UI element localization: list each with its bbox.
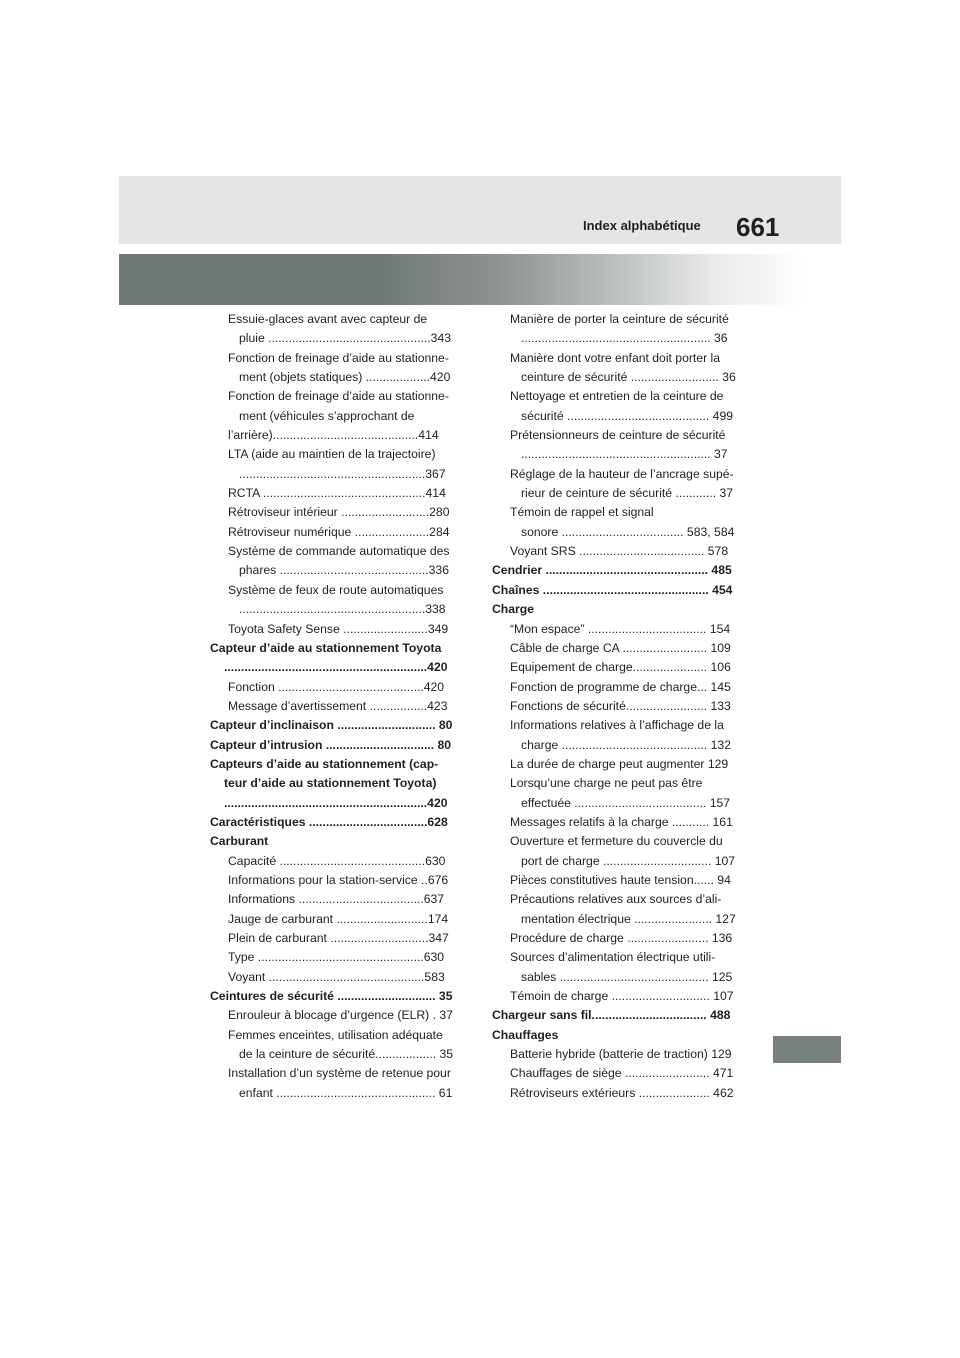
index-entry: Fonction de programme de charge... 145: [510, 679, 731, 694]
index-entry: port de charge ................................ 107: [521, 853, 736, 868]
index-entry: effectuée ....................................... 157: [521, 795, 731, 810]
index-entry: charge ........................................... 132: [521, 737, 731, 752]
index-entry: phares ............................................336: [239, 563, 449, 578]
index-entry: Fonction de freinage d’aide au stationne-: [228, 389, 449, 404]
index-entry: Témoin de charge ............................. 107: [510, 989, 734, 1004]
index-entry: Ceintures de sécurité ............................. 35: [210, 989, 453, 1004]
index-entry: Charge: [492, 602, 534, 617]
index-entry: LTA (aide au maintien de la trajectoire): [228, 447, 436, 462]
index-entry: Câble de charge CA ......................... 109: [510, 640, 731, 655]
index-entry: Essuie-glaces avant avec capteur de: [228, 312, 428, 326]
index-entry: ment (véhicules s’approchant de: [239, 408, 415, 423]
index-entry: Message d’avertissement .................423: [228, 698, 448, 713]
index-column-left: [210, 310, 463, 1103]
index-entry: pluie ................................................343: [239, 331, 452, 346]
index-entry: RCTA ................................................414: [228, 486, 446, 501]
index-entry: Type .................................................630: [228, 950, 445, 965]
index-entry: Informations pour la station-service ..676: [228, 872, 449, 887]
index-entry: Système de commande automatique des: [228, 544, 450, 559]
index-entry: Voyant SRS ..................................... 578: [510, 544, 729, 559]
index-entry: .......................................................367: [239, 466, 446, 481]
index-entry: Capteurs d’aide au stationnement (cap-: [210, 756, 439, 771]
header-title: Index alphabétique: [583, 218, 701, 233]
index-entry: ........................................................ 36: [521, 331, 728, 346]
index-entry: de la ceinture de sécurité.................. 35: [239, 1047, 454, 1062]
index-entry: ment (objets statiques) ...................420: [239, 370, 451, 385]
index-entry: ........................................................ 37: [521, 447, 728, 462]
index-entry: Chaînes ................................................. 454: [492, 582, 733, 597]
index-entry: ............................................................420: [224, 795, 448, 810]
index-entry: Réglage de la hauteur de l’ancrage supé-: [510, 466, 734, 481]
index-entry: Système de feux de route automatiques: [228, 582, 444, 597]
index-entry: Batterie hybride (batterie de traction) 129: [510, 1047, 732, 1062]
header-band: [119, 176, 841, 244]
index-entry: Fonction ...........................................420: [228, 679, 445, 694]
index-entry: Messages relatifs à la charge ........... 161: [510, 814, 733, 829]
index-entry: Lorsqu’une charge ne peut pas être: [510, 776, 703, 791]
index-entry: enfant ............................................... 61: [239, 1085, 453, 1100]
index-entry: Carburant: [210, 834, 269, 849]
index-entry: Prétensionneurs de ceinture de sécurité: [510, 428, 726, 443]
index-entry: Témoin de rappel et signal: [510, 505, 654, 520]
index-entry: Rétroviseur numérique ......................284: [228, 524, 450, 539]
index-entry: mentation électrique ....................... 127: [521, 911, 736, 926]
index-entry: Rétroviseur intérieur ..........................280: [228, 505, 450, 520]
index-entry: ceinture de sécurité .......................... 36: [521, 370, 736, 385]
index-entry: Nettoyage et entretien de la ceinture de: [510, 389, 724, 404]
index-entry: Capteur d’inclinaison ............................. 80: [210, 718, 453, 733]
index-entry: Capteur d’aide au stationnement Toyota: [210, 640, 442, 655]
index-entry: “Mon espace” ................................... 154: [510, 621, 731, 636]
index-entry: Chauffages de siège ......................... 471: [510, 1066, 734, 1081]
index-entry: teur d’aide au stationnement Toyota): [224, 776, 437, 791]
index-entry: Ouverture et fermeture du couvercle du: [510, 834, 723, 849]
index-entry: Informations relatives à l’affichage de la: [510, 718, 724, 733]
index-entry: .......................................................338: [239, 602, 446, 617]
index-entry: Enrouleur à blocage d’urgence (ELR) . 37: [228, 1008, 453, 1023]
index-entry: Chargeur sans fil.................................. 488: [492, 1008, 731, 1023]
index-entry: l’arrière)...........................................414: [228, 428, 439, 443]
index-entry: Toyota Safety Sense .........................349: [228, 621, 449, 636]
index-entry: Rétroviseurs extérieurs ..................... 462: [510, 1085, 734, 1100]
index-entry: ............................................................420: [224, 660, 448, 675]
index-entry: Femmes enceintes, utilisation adéquate: [228, 1027, 443, 1042]
index-entry: Pièces constitutives haute tension...... 94: [510, 872, 731, 887]
index-entry: Equipement de charge...................... 106: [510, 660, 731, 675]
index-entry: Jauge de carburant ...........................174: [228, 911, 449, 926]
index-entry: Caractéristiques ...................................628: [210, 814, 448, 829]
index-entry: Chauffages: [492, 1027, 559, 1042]
index-entry: Capacité ...........................................630: [228, 853, 446, 868]
index-entry: Manière de porter la ceinture de sécurité: [510, 312, 729, 326]
index-entry: Voyant ..............................................583: [228, 969, 445, 984]
index-entry: La durée de charge peut augmenter 129: [510, 756, 729, 771]
index-column-right: [492, 310, 745, 1103]
index-entry: sécurité .......................................... 499: [521, 408, 733, 423]
index-entry: Informations .....................................637: [228, 892, 445, 907]
index-entry: Plein de carburant .............................347: [228, 931, 449, 945]
page-number: 661: [736, 212, 780, 242]
section-thumb-tab: [773, 1036, 841, 1063]
index-entry: sables ............................................ 125: [521, 969, 733, 984]
header-gradient-bar: [119, 254, 841, 305]
index-entry: Installation d’un système de retenue pour: [228, 1066, 451, 1081]
index-entry: Manière dont votre enfant doit porter la: [510, 350, 721, 365]
index-entry: Fonctions de sécurité........................ 133: [510, 698, 731, 713]
index-entry: Cendrier ................................................ 485: [492, 563, 732, 578]
index-entry: sonore .................................... 583, 584: [521, 524, 735, 539]
index-entry: rieur de ceinture de sécurité ............ 37: [521, 486, 734, 501]
index-entry: Capteur d’intrusion ................................ 80: [210, 737, 452, 752]
index-entry: Fonction de freinage d’aide au stationne-: [228, 350, 449, 365]
index-entry: Procédure de charge ........................ 136: [510, 931, 733, 945]
index-entry: Précautions relatives aux sources d’ali-: [510, 892, 722, 907]
index-entry: Sources d’alimentation électrique utili-: [510, 950, 716, 965]
